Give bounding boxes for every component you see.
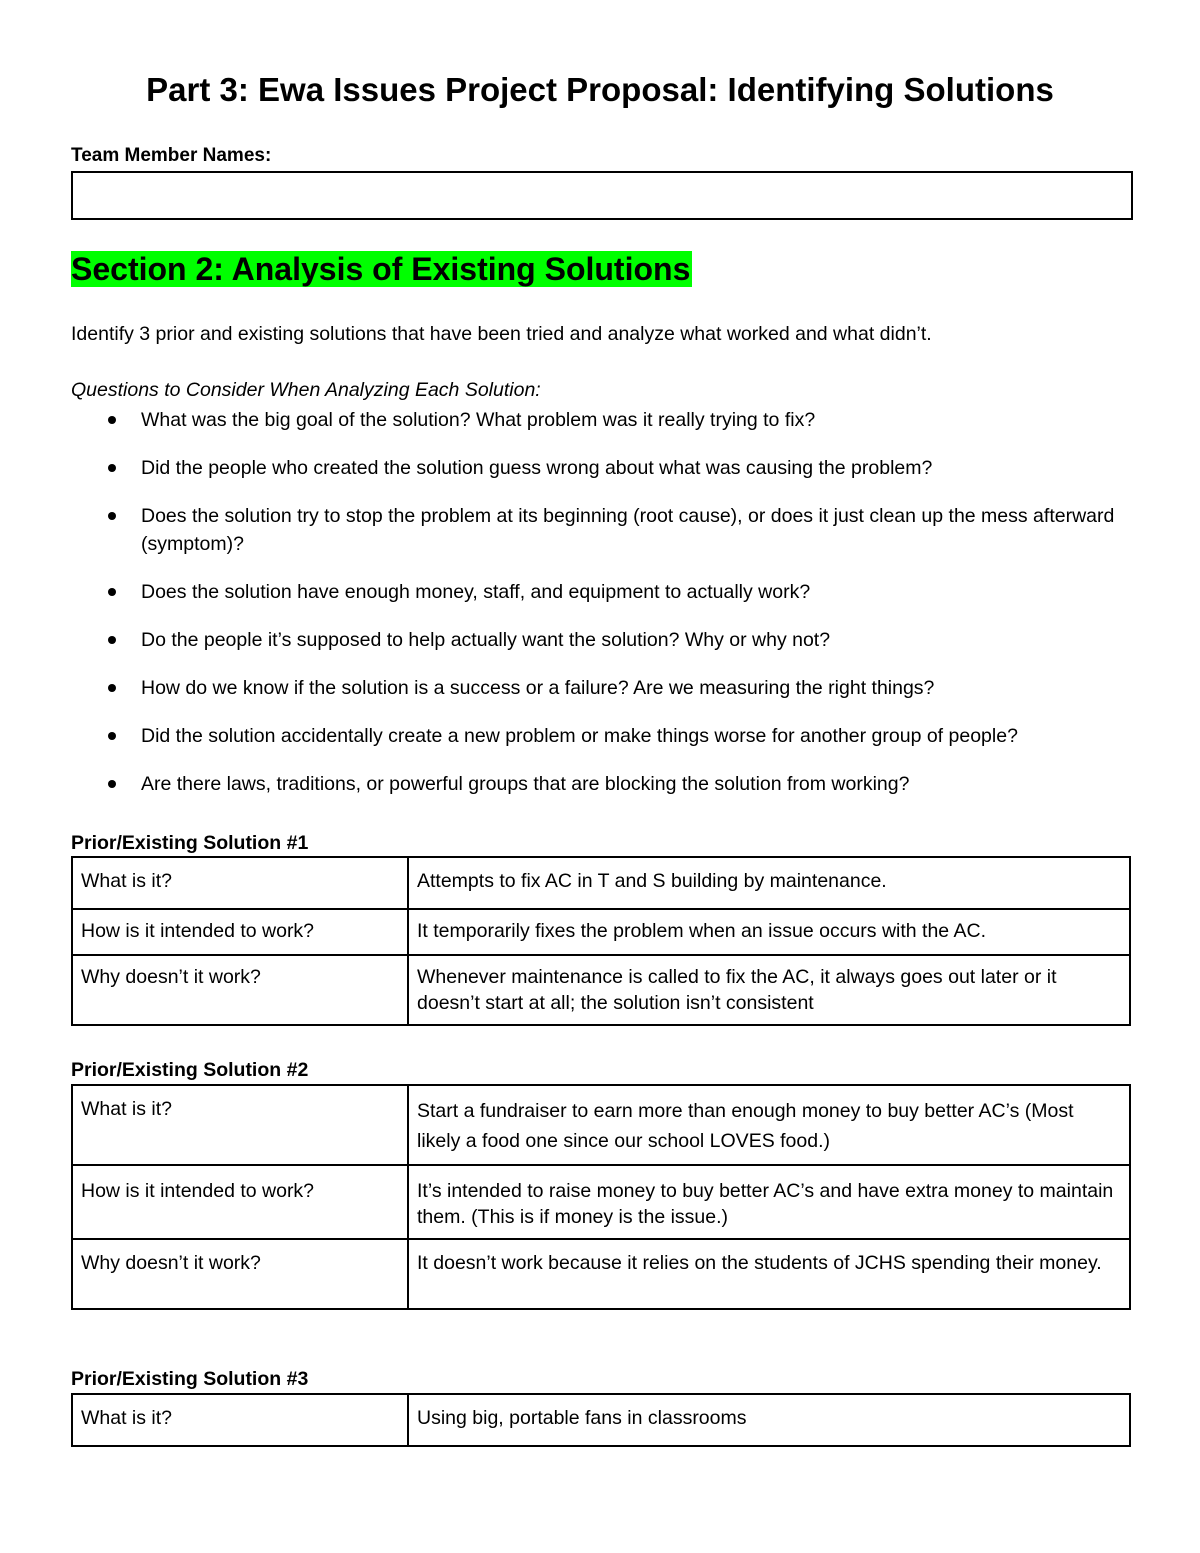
section-heading xyxy=(71,248,692,290)
question-item xyxy=(71,722,1131,750)
bullet-icon xyxy=(108,636,116,644)
solution-2-table xyxy=(71,1084,1131,1310)
bullet-icon xyxy=(108,512,116,520)
question-text: Do the people it’s supposed to help actually want the solution? Why or why not? xyxy=(141,629,831,651)
question-item xyxy=(71,454,1131,482)
question-text: Are there laws, traditions, or powerful groups that are blocking the solution from working? xyxy=(141,773,910,795)
question-text: Does the solution try to stop the problem at its beginning (root cause), or does it just clean up the mess afterward (symptom)? xyxy=(141,505,1115,555)
question-item xyxy=(71,502,1131,558)
table-row xyxy=(72,1165,1130,1239)
table-cell-answer[interactable]: It’s intended to raise money to buy better AC’s and have extra money to maintain them. (This is if money is the issue.) xyxy=(408,1165,1130,1239)
question-item xyxy=(71,578,1131,606)
table-row xyxy=(72,857,1130,909)
table-cell-question: What is it? xyxy=(72,1085,408,1165)
question-text: Did the people who created the solution guess wrong about what was causing the problem? xyxy=(141,457,933,479)
intro-text: Identify 3 prior and existing solutions that have been tried and analyze what worked and what didn’t. xyxy=(71,323,932,345)
solution-3-label: Prior/Existing Solution #3 xyxy=(71,1368,309,1390)
bullet-icon xyxy=(108,416,116,424)
table-cell-answer[interactable]: Attempts to fix AC in T and S building by maintenance. xyxy=(408,857,1130,909)
question-text: Did the solution accidentally create a new problem or make things worse for another group of people? xyxy=(141,725,1018,747)
team-members-field[interactable] xyxy=(71,171,1133,220)
section-heading-text: Section 2: Analysis of Existing Solutions xyxy=(71,251,691,287)
question-item xyxy=(71,626,1131,654)
table-cell-answer[interactable]: It temporarily fixes the problem when an issue occurs with the AC. xyxy=(408,909,1130,955)
table-cell-answer[interactable]: Using big, portable fans in classrooms xyxy=(408,1394,1130,1446)
solution-2-label: Prior/Existing Solution #2 xyxy=(71,1059,309,1081)
bullet-icon xyxy=(108,588,116,596)
question-text: How do we know if the solution is a success or a failure? Are we measuring the right things? xyxy=(141,677,935,699)
question-text: Does the solution have enough money, staff, and equipment to actually work? xyxy=(141,581,811,603)
table-cell-answer[interactable]: Start a fundraiser to earn more than enough money to buy better AC’s (Most likely a food one since our school LOVES food.) xyxy=(408,1085,1130,1165)
team-members-label: Team Member Names: xyxy=(71,145,272,166)
table-row xyxy=(72,1085,1130,1165)
table-cell-question: What is it? xyxy=(72,1394,408,1446)
table-cell-question: How is it intended to work? xyxy=(72,1165,408,1239)
question-text: What was the big goal of the solution? What problem was it really trying to fix? xyxy=(141,409,816,431)
table-row xyxy=(72,1394,1130,1446)
bullet-icon xyxy=(108,780,116,788)
table-cell-answer[interactable]: It doesn’t work because it relies on the students of JCHS spending their money. xyxy=(408,1239,1130,1309)
table-cell-question: How is it intended to work? xyxy=(72,909,408,955)
table-cell-question: Why doesn’t it work? xyxy=(72,1239,408,1309)
bullet-icon xyxy=(108,684,116,692)
document-title: Part 3: Ewa Issues Project Proposal: Identifying Solutions xyxy=(146,71,1054,108)
table-cell-question: Why doesn’t it work? xyxy=(72,955,408,1025)
solution-3-table xyxy=(71,1393,1131,1447)
bullet-icon xyxy=(108,464,116,472)
questions-heading: Questions to Consider When Analyzing Each Solution: xyxy=(71,379,541,401)
question-item xyxy=(71,674,1131,702)
question-item xyxy=(71,770,1131,798)
table-row xyxy=(72,955,1130,1025)
bullet-icon xyxy=(108,732,116,740)
table-row xyxy=(72,909,1130,955)
table-row xyxy=(72,1239,1130,1309)
solution-1-label: Prior/Existing Solution #1 xyxy=(71,832,309,854)
questions-list xyxy=(71,406,1131,798)
question-item xyxy=(71,406,1131,434)
solution-1-table xyxy=(71,856,1131,1026)
table-cell-answer[interactable]: Whenever maintenance is called to fix the AC, it always goes out later or it doesn’t start at all; the solution isn’t consistent xyxy=(408,955,1130,1025)
table-cell-question: What is it? xyxy=(72,857,408,909)
